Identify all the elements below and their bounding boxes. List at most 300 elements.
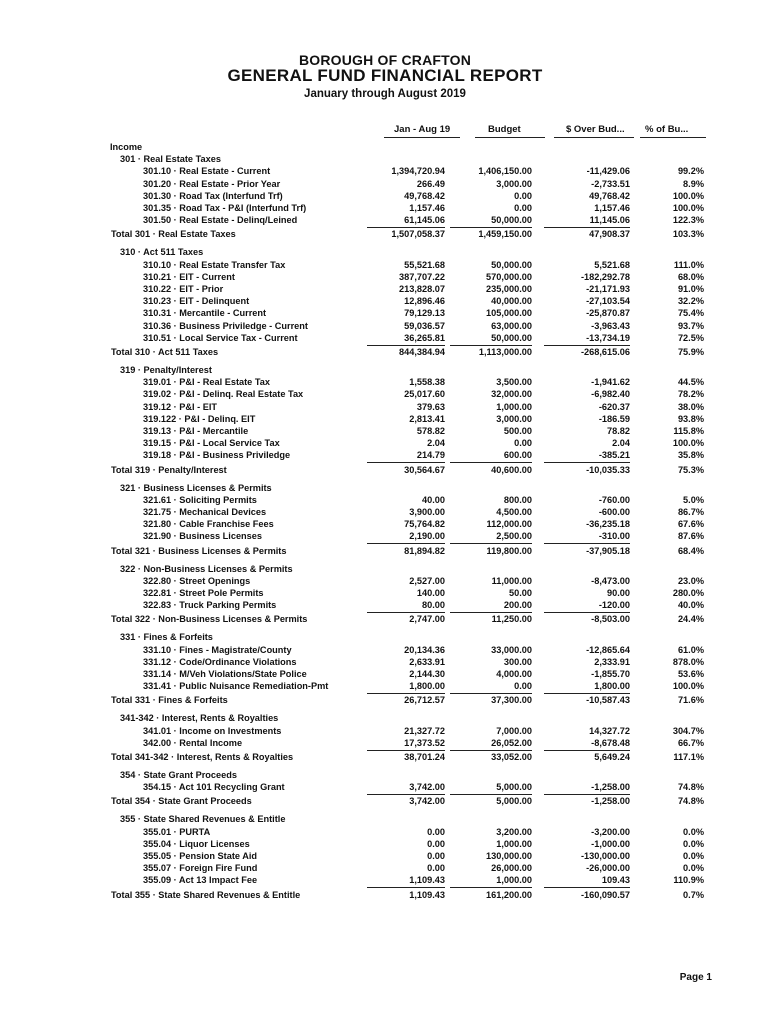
row-label: 310.51 · Local Service Tax - Current: [143, 332, 298, 343]
total-row: [0, 796, 770, 809]
over-budget-value: 47,908.37: [589, 229, 630, 240]
total-row: [0, 465, 770, 478]
over-budget-value: -8,503.00: [591, 614, 630, 625]
actual-value: 17,373.52: [367, 738, 445, 751]
table-row: [0, 179, 770, 192]
budget-value: 26,052.00: [450, 738, 532, 751]
table-row: [0, 681, 770, 694]
over-budget-value: -120.00: [544, 600, 630, 613]
row-label: 310.10 · Real Estate Transfer Tax: [143, 259, 286, 270]
budget-value: 570,000.00: [486, 271, 532, 282]
actual-value: 0.00: [427, 863, 445, 874]
pct-budget-value: 0.0%: [683, 826, 704, 837]
table-row: [0, 782, 770, 795]
row-label: 355.04 · Liquor Licenses: [143, 838, 250, 849]
row-label: 319.02 · P&I - Delinq. Real Estate Tax: [143, 389, 304, 400]
budget-value: 63,000.00: [491, 320, 532, 331]
table-row: [0, 851, 770, 864]
actual-value: 214.79: [367, 450, 445, 463]
row-label: 321.90 · Business Licenses: [143, 531, 262, 542]
pct-budget-value: 0.7%: [683, 889, 704, 900]
over-budget-value: 2,333.91: [594, 656, 630, 667]
report-org: BOROUGH OF CRAFTON: [298, 52, 472, 68]
pct-budget-value: 93.8%: [677, 413, 704, 424]
table-row: [0, 588, 770, 601]
pct-budget-value: 75.9%: [677, 347, 704, 357]
over-budget-value: -26,000.00: [586, 863, 630, 874]
pct-budget-value: 280.0%: [672, 588, 704, 598]
row-label: Total 321 · Business Licenses & Permits: [111, 545, 287, 556]
over-budget-value: -186.59: [598, 413, 630, 424]
pct-budget-value: 91.0%: [677, 284, 704, 294]
total-row: [0, 546, 770, 559]
table-row: [0, 645, 770, 658]
budget-value: 1,406,150.00: [478, 166, 532, 177]
budget-value: 4,500.00: [496, 507, 532, 517]
actual-value: 578.82: [416, 426, 445, 436]
over-budget-value: 49,768.42: [589, 190, 630, 201]
actual-value: 3,742.00: [409, 796, 445, 807]
budget-value: 112,000.00: [486, 519, 532, 530]
actual-value: 387,707.22: [399, 271, 445, 282]
pct-budget-value: 117.1%: [673, 752, 704, 762]
row-label: 310.31 · Mercantile - Current: [143, 308, 267, 319]
budget-value: 37,300.00: [491, 695, 532, 706]
budget-value: 3,500.00: [496, 377, 532, 388]
over-budget-value: 5,649.24: [594, 752, 630, 762]
table-row: [0, 166, 770, 179]
over-budget-value: -12,865.64: [586, 644, 630, 655]
table-row: [0, 296, 770, 309]
budget-value: 235,000.00: [486, 284, 532, 294]
actual-value: 36,265.81: [367, 333, 445, 346]
pct-budget-value: 71.6%: [677, 695, 704, 706]
over-budget-value: -21,171.93: [586, 284, 630, 294]
row-label: 355.09 · Act 13 Impact Fee: [143, 875, 258, 886]
table-row: [0, 333, 770, 346]
row-label: 321.75 · Mechanical Devices: [143, 507, 267, 517]
row-label: Total 331 · Fines & Forfeits: [111, 695, 228, 706]
report-title: GENERAL FUND FINANCIAL REPORT: [227, 66, 543, 85]
row-label: 319.18 · P&I - Business Priviledge: [143, 450, 291, 461]
group-header-row: [0, 247, 770, 260]
group-header-row: [0, 483, 770, 496]
table-row: [0, 657, 770, 670]
table-row: [0, 576, 770, 589]
pct-budget-value: 115.8%: [673, 426, 704, 436]
row-label: 331.10 · Fines - Magistrate/County: [143, 644, 292, 655]
over-budget-value: -600.00: [598, 507, 630, 517]
row-label: 319.12 · P&I - EIT: [143, 401, 218, 412]
col-header-over-budget: $ Over Bud...: [566, 124, 625, 135]
budget-value: 5,000.00: [450, 782, 532, 795]
over-budget-value: -36,235.18: [586, 519, 630, 530]
row-label: 355.05 · Pension State Aid: [143, 851, 258, 861]
over-budget-value: -1,258.00: [544, 782, 630, 795]
over-budget-value: 5,521.68: [594, 259, 630, 270]
actual-value: 1,558.38: [409, 377, 445, 388]
row-label: 310 · Act 511 Taxes: [120, 247, 204, 258]
pct-budget-value: 100.0%: [672, 438, 704, 449]
pct-budget-value: 111.0%: [673, 259, 704, 270]
row-label: 301.50 · Real Estate - Delinq/Leined: [143, 215, 298, 226]
pct-budget-value: 8.9%: [683, 178, 704, 189]
actual-value: 79,129.13: [404, 308, 445, 319]
budget-value: 105,000.00: [486, 308, 532, 319]
pct-budget-value: 68.0%: [677, 271, 704, 282]
actual-value: 2.04: [427, 438, 445, 449]
over-budget-value: -130,000.00: [580, 851, 630, 861]
actual-value: 844,384.94: [399, 347, 445, 357]
over-budget-value: -2,733.51: [591, 178, 630, 189]
actual-value: 2,813.41: [409, 413, 445, 424]
row-label: 322 · Non-Business Licenses & Permits: [120, 563, 293, 574]
pct-budget-value: 99.2%: [677, 166, 704, 177]
actual-value: 0.00: [427, 851, 445, 861]
pct-budget-value: 110.9%: [673, 875, 704, 886]
pct-budget-value: 74.8%: [677, 796, 704, 807]
pct-budget-value: 75.3%: [677, 464, 704, 475]
budget-value: 4,000.00: [496, 669, 532, 679]
total-row: [0, 695, 770, 708]
actual-value: 379.63: [416, 401, 445, 412]
group-header-row: [0, 713, 770, 726]
over-budget-value: -3,200.00: [591, 826, 630, 837]
over-budget-value: -10,587.43: [586, 695, 630, 706]
row-label: 319.122 · P&I - Delinq. EIT: [143, 413, 256, 424]
budget-value: 5,000.00: [496, 796, 532, 807]
row-label: 319.01 · P&I - Real Estate Tax: [143, 377, 270, 388]
budget-value: 40,600.00: [491, 464, 532, 475]
over-budget-value: -37,905.18: [586, 545, 630, 556]
total-row: [0, 614, 770, 627]
table-row: [0, 377, 770, 390]
over-budget-value: -182,292.78: [580, 271, 630, 282]
pct-budget-value: 35.8%: [677, 450, 704, 461]
pct-budget-value: 38.0%: [677, 401, 704, 412]
budget-value: 50,000.00: [450, 215, 532, 228]
pct-budget-value: 87.6%: [677, 531, 704, 542]
actual-value: 25,017.60: [404, 389, 445, 400]
actual-value: 2,527.00: [409, 575, 445, 586]
over-budget-value: -160,090.57: [580, 889, 630, 900]
group-header-row: [0, 142, 770, 155]
actual-value: 140.00: [416, 588, 445, 598]
pct-budget-value: 72.5%: [677, 332, 704, 343]
over-budget-value: 2.04: [612, 438, 630, 449]
pct-budget-value: 100.0%: [672, 190, 704, 201]
actual-value: 1,109.43: [367, 875, 445, 888]
over-budget-value: -385.21: [544, 450, 630, 463]
row-label: 341-342 · Interest, Rents & Royalties: [120, 713, 279, 724]
row-label: 310.23 · EIT - Delinquent: [143, 296, 250, 307]
actual-value: 20,134.36: [404, 644, 445, 655]
table-row: [0, 260, 770, 273]
actual-value: 21,327.72: [404, 725, 445, 736]
actual-value: 80.00: [367, 600, 445, 613]
total-row: [0, 752, 770, 765]
actual-value: 61,145.06: [367, 215, 445, 228]
budget-value: 3,200.00: [496, 826, 532, 837]
pct-budget-value: 100.0%: [672, 203, 704, 213]
budget-value: 7,000.00: [496, 725, 532, 736]
over-budget-value: 11,145.06: [544, 215, 630, 228]
row-label: Total 355 · State Shared Revenues & Entitle: [111, 889, 301, 900]
budget-value: 3,000.00: [496, 413, 532, 424]
pct-budget-value: 53.6%: [677, 669, 704, 679]
over-budget-value: -1,855.70: [591, 669, 630, 679]
budget-value: 0.00: [450, 681, 532, 694]
table-row: [0, 827, 770, 840]
actual-value: 26,712.57: [404, 695, 445, 706]
pct-budget-value: 0.0%: [683, 851, 704, 861]
budget-value: 40,000.00: [491, 296, 532, 307]
pct-budget-value: 100.0%: [672, 681, 704, 692]
budget-value: 3,000.00: [496, 178, 532, 189]
row-label: 331.41 · Public Nuisance Remediation-Pmt: [143, 681, 329, 692]
table-row: [0, 839, 770, 852]
table-row: [0, 191, 770, 204]
actual-value: 55,521.68: [404, 259, 445, 270]
over-budget-value: -620.37: [598, 401, 630, 412]
over-budget-value: -8,678.48: [544, 738, 630, 751]
budget-value: 26,000.00: [491, 863, 532, 874]
row-label: 301.30 · Road Tax (Interfund Trf): [143, 190, 283, 201]
budget-value: 1,000.00: [496, 838, 532, 849]
row-label: 319.13 · P&I - Mercantile: [143, 426, 249, 436]
pct-budget-value: 0.0%: [683, 863, 704, 874]
group-header-row: [0, 632, 770, 645]
budget-value: 0.00: [514, 190, 532, 201]
over-budget-value: -11,429.06: [586, 166, 630, 177]
pct-budget-value: 878.0%: [672, 656, 704, 667]
row-label: 341.01 · Income on Investments: [143, 725, 282, 736]
table-row: [0, 414, 770, 427]
table-row: [0, 450, 770, 463]
over-budget-value: -1,258.00: [591, 796, 630, 807]
row-label: 322.81 · Street Pole Permits: [143, 588, 264, 598]
actual-value: 266.49: [416, 178, 445, 189]
row-label: 342.00 · Rental Income: [143, 737, 243, 748]
row-label: 301.10 · Real Estate - Current: [143, 166, 271, 177]
pct-budget-value: 74.8%: [677, 782, 704, 793]
actual-value: 213,828.07: [399, 284, 445, 294]
total-row: [0, 229, 770, 242]
group-header-row: [0, 770, 770, 783]
actual-value: 40.00: [422, 494, 445, 505]
actual-value: 3,742.00: [367, 782, 445, 795]
pct-budget-value: 24.4%: [677, 614, 704, 625]
row-label: 331 · Fines & Forfeits: [120, 632, 213, 643]
budget-value: 1,000.00: [496, 401, 532, 412]
col-header-budget: Budget: [488, 124, 521, 135]
row-label: Total 319 · Penalty/Interest: [111, 464, 227, 475]
actual-value: 2,190.00: [367, 531, 445, 544]
row-label: Total 341-342 · Interest, Rents & Royalties: [111, 752, 294, 762]
row-label: 354.15 · Act 101 Recycling Grant: [143, 782, 285, 793]
over-budget-value: -1,941.62: [591, 377, 630, 388]
col-header-pct-budget: % of Bu...: [645, 124, 689, 135]
group-header-row: [0, 814, 770, 827]
table-row: [0, 215, 770, 228]
table-row: [0, 426, 770, 439]
pct-budget-value: 304.7%: [672, 725, 704, 736]
pct-budget-value: 122.3%: [672, 215, 704, 226]
table-row: [0, 272, 770, 285]
actual-value: 1,394,720.94: [391, 166, 445, 177]
row-label: 322.80 · Street Openings: [143, 575, 251, 586]
pct-budget-value: 61.0%: [677, 644, 704, 655]
row-label: 355.07 · Foreign Fire Fund: [143, 863, 258, 874]
row-label: 321.61 · Soliciting Permits: [143, 494, 257, 505]
row-label: Income: [110, 142, 143, 152]
budget-value: 1,000.00: [450, 875, 532, 888]
pct-budget-value: 68.4%: [677, 545, 704, 556]
over-budget-value: -268,615.06: [580, 347, 630, 357]
group-header-row: [0, 154, 770, 167]
budget-value: 11,000.00: [491, 575, 532, 586]
pct-budget-value: 86.7%: [677, 507, 704, 517]
row-label: 310.22 · EIT - Prior: [143, 284, 224, 294]
row-label: 355 · State Shared Revenues & Entitle: [120, 814, 286, 825]
pct-budget-value: 44.5%: [677, 377, 704, 388]
over-budget-value: 109.43: [544, 875, 630, 888]
budget-value: 50,000.00: [450, 333, 532, 346]
budget-value: 32,000.00: [491, 389, 532, 400]
budget-value: 50.00: [509, 588, 532, 598]
total-row: [0, 347, 770, 360]
over-budget-value: 14,327.72: [589, 725, 630, 736]
row-label: 322.83 · Truck Parking Permits: [143, 600, 277, 611]
table-row: [0, 738, 770, 751]
table-row: [0, 507, 770, 520]
table-row: [0, 875, 770, 888]
actual-value: 2,144.30: [409, 669, 445, 679]
row-label: 301.20 · Real Estate - Prior Year: [143, 178, 281, 189]
row-label: Total 322 · Non-Business Licenses & Permits: [111, 614, 308, 625]
actual-value: 2,747.00: [409, 614, 445, 625]
budget-value: 1,459,150.00: [478, 229, 532, 240]
budget-value: 119,800.00: [486, 545, 532, 556]
budget-value: 161,200.00: [486, 889, 532, 900]
over-budget-value: -27,103.54: [586, 296, 630, 307]
over-budget-value: 1,157.46: [594, 203, 630, 213]
pct-budget-value: 40.0%: [677, 600, 704, 611]
pct-budget-value: 93.7%: [677, 320, 704, 331]
budget-value: 0.00: [514, 203, 532, 213]
actual-value: 81,894.82: [404, 545, 445, 556]
row-label: 301 · Real Estate Taxes: [120, 154, 221, 165]
table-row: [0, 519, 770, 532]
row-label: Total 301 · Real Estate Taxes: [111, 229, 236, 240]
budget-value: 800.00: [503, 494, 532, 505]
over-budget-value: 1,800.00: [544, 681, 630, 694]
table-row: [0, 495, 770, 508]
budget-value: 11,250.00: [491, 614, 532, 625]
row-label: 321 · Business Licenses & Permits: [120, 482, 272, 493]
budget-value: 500.00: [503, 426, 532, 436]
over-budget-value: -10,035.33: [586, 464, 630, 475]
budget-value: 1,113,000.00: [478, 347, 532, 357]
row-label: 319 · Penalty/Interest: [120, 365, 212, 375]
actual-value: 38,701.24: [404, 752, 445, 762]
group-header-row: [0, 365, 770, 378]
pct-budget-value: 5.0%: [683, 494, 704, 505]
budget-value: 50,000.00: [491, 259, 532, 270]
table-row: [0, 726, 770, 739]
actual-value: 12,896.46: [404, 296, 445, 307]
pct-budget-value: 66.7%: [677, 737, 704, 748]
budget-value: 200.00: [450, 600, 532, 613]
budget-value: 600.00: [450, 450, 532, 463]
over-budget-value: -3,963.43: [591, 320, 630, 331]
page-number: Page 1: [679, 972, 712, 983]
actual-value: 1,157.46: [409, 203, 445, 213]
table-row: [0, 284, 770, 297]
over-budget-value: -25,870.87: [586, 308, 630, 319]
pct-budget-value: 23.0%: [677, 575, 704, 586]
over-budget-value: 90.00: [607, 588, 630, 598]
col-header-actual: Jan - Aug 19: [394, 124, 451, 135]
table-row: [0, 531, 770, 544]
over-budget-value: -13,734.19: [544, 333, 630, 346]
pct-budget-value: 103.3%: [672, 229, 704, 240]
row-label: 331.12 · Code/Ordinance Violations: [143, 656, 297, 667]
actual-value: 2,633.91: [409, 656, 445, 667]
over-budget-value: -6,982.40: [591, 389, 630, 400]
row-label: 354 · State Grant Proceeds: [120, 770, 237, 780]
budget-value: 130,000.00: [486, 851, 532, 861]
pct-budget-value: 0.0%: [683, 838, 704, 849]
budget-value: 2,500.00: [450, 531, 532, 544]
table-row: [0, 600, 770, 613]
pct-budget-value: 75.4%: [677, 308, 704, 319]
over-budget-value: -310.00: [544, 531, 630, 544]
report-period: January through August 2019: [304, 88, 466, 100]
over-budget-value: -760.00: [598, 494, 630, 505]
pct-budget-value: 78.2%: [677, 389, 704, 400]
over-budget-value: -1,000.00: [591, 838, 630, 849]
budget-value: 33,052.00: [491, 752, 532, 762]
actual-value: 3,900.00: [409, 507, 445, 517]
row-label: 301.35 · Road Tax - P&I (Interfund Trf): [143, 203, 307, 213]
over-budget-value: 78.82: [607, 426, 630, 436]
table-row: [0, 863, 770, 876]
actual-value: 1,800.00: [367, 681, 445, 694]
table-row: [0, 308, 770, 321]
budget-value: 300.00: [503, 656, 532, 667]
over-budget-value: -8,473.00: [591, 575, 630, 586]
pct-budget-value: 67.6%: [677, 519, 704, 530]
row-label: Total 354 · State Grant Proceeds: [111, 796, 252, 807]
total-row: [0, 890, 770, 903]
actual-value: 0.00: [427, 838, 445, 849]
actual-value: 30,564.67: [404, 464, 445, 475]
actual-value: 59,036.57: [404, 320, 445, 331]
row-label: Total 310 · Act 511 Taxes: [111, 347, 219, 357]
row-label: 355.01 · PURTA: [143, 826, 211, 837]
row-label: 319.15 · P&I - Local Service Tax: [143, 438, 280, 449]
row-label: 310.36 · Business Priviledge - Current: [143, 320, 308, 331]
table-row: [0, 203, 770, 216]
actual-value: 1,507,058.37: [391, 229, 445, 240]
actual-value: 75,764.82: [404, 519, 445, 530]
table-row: [0, 321, 770, 334]
row-label: 321.80 · Cable Franchise Fees: [143, 519, 274, 530]
table-row: [0, 389, 770, 402]
table-row: [0, 438, 770, 451]
row-label: 310.21 · EIT - Current: [143, 271, 235, 282]
